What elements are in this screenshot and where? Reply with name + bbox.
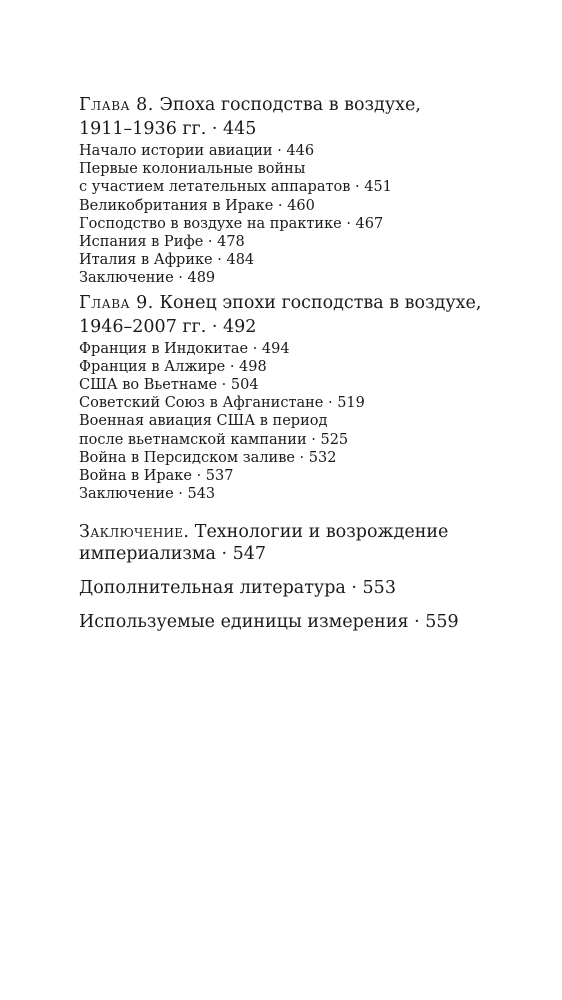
chapter-8-title-text: Эпоха господства в воздухе, [159, 95, 421, 115]
chapter-9-title-text: Конец эпохи господства в воздухе, [159, 292, 482, 313]
toc-entry: с участием летательных аппаратов · 451 [79, 179, 392, 196]
toc-entry: Великобритания в Ираке · 460 [79, 197, 315, 214]
toc-entry: Война в Ираке · 537 [79, 468, 234, 485]
toc-entry: Советский Союз в Афганистане · 519 [79, 395, 365, 412]
toc-entry: США во Вьетнаме · 504 [79, 377, 259, 394]
toc-entry: Военная авиация США в период [79, 413, 328, 430]
chapter-8-title [79, 94, 539, 116]
chapter-8-label: Глава 8. [79, 95, 154, 115]
chapter-8 [79, 94, 539, 288]
toc-entry: Франция в Индокитае · 494 [79, 340, 290, 357]
toc-entry: Италия в Африке · 484 [79, 252, 255, 269]
conclusion-label: Заключение. [79, 522, 190, 543]
conclusion-title [79, 521, 539, 543]
conclusion-title-text: Технологии и возрождение [194, 522, 449, 543]
toc-entry: Заключение · 489 [79, 270, 216, 287]
toc-entry: Испания в Рифе · 478 [79, 234, 245, 251]
chapter-8-title-line2: 1911–1936 гг. · 445 [79, 119, 257, 139]
chapter-9 [79, 292, 539, 504]
toc-entry: Заключение · 543 [79, 486, 216, 503]
toc-entry: Господство в воздухе на практике · 467 [79, 215, 384, 232]
toc-entry: Первые колониальные войны [79, 161, 306, 178]
units-of-measurement: Используемые единицы измерения · 559 [79, 612, 459, 633]
chapter-9-label: Глава 9. [79, 292, 154, 313]
further-reading: Дополнительная литература · 553 [79, 578, 396, 599]
toc-entry: после вьетнамской кампании · 525 [79, 431, 349, 448]
chapter-9-title [79, 292, 539, 314]
conclusion-section [79, 521, 539, 565]
toc-entry: Война в Персидском заливе · 532 [79, 449, 337, 466]
toc-entry: Франция в Алжире · 498 [79, 358, 267, 375]
table-of-contents [79, 94, 539, 633]
chapter-9-title-line2: 1946–2007 гг. · 492 [79, 316, 257, 337]
toc-entry: Начало истории авиации · 446 [79, 143, 315, 159]
conclusion-title-line2: империализма · 547 [79, 544, 267, 565]
